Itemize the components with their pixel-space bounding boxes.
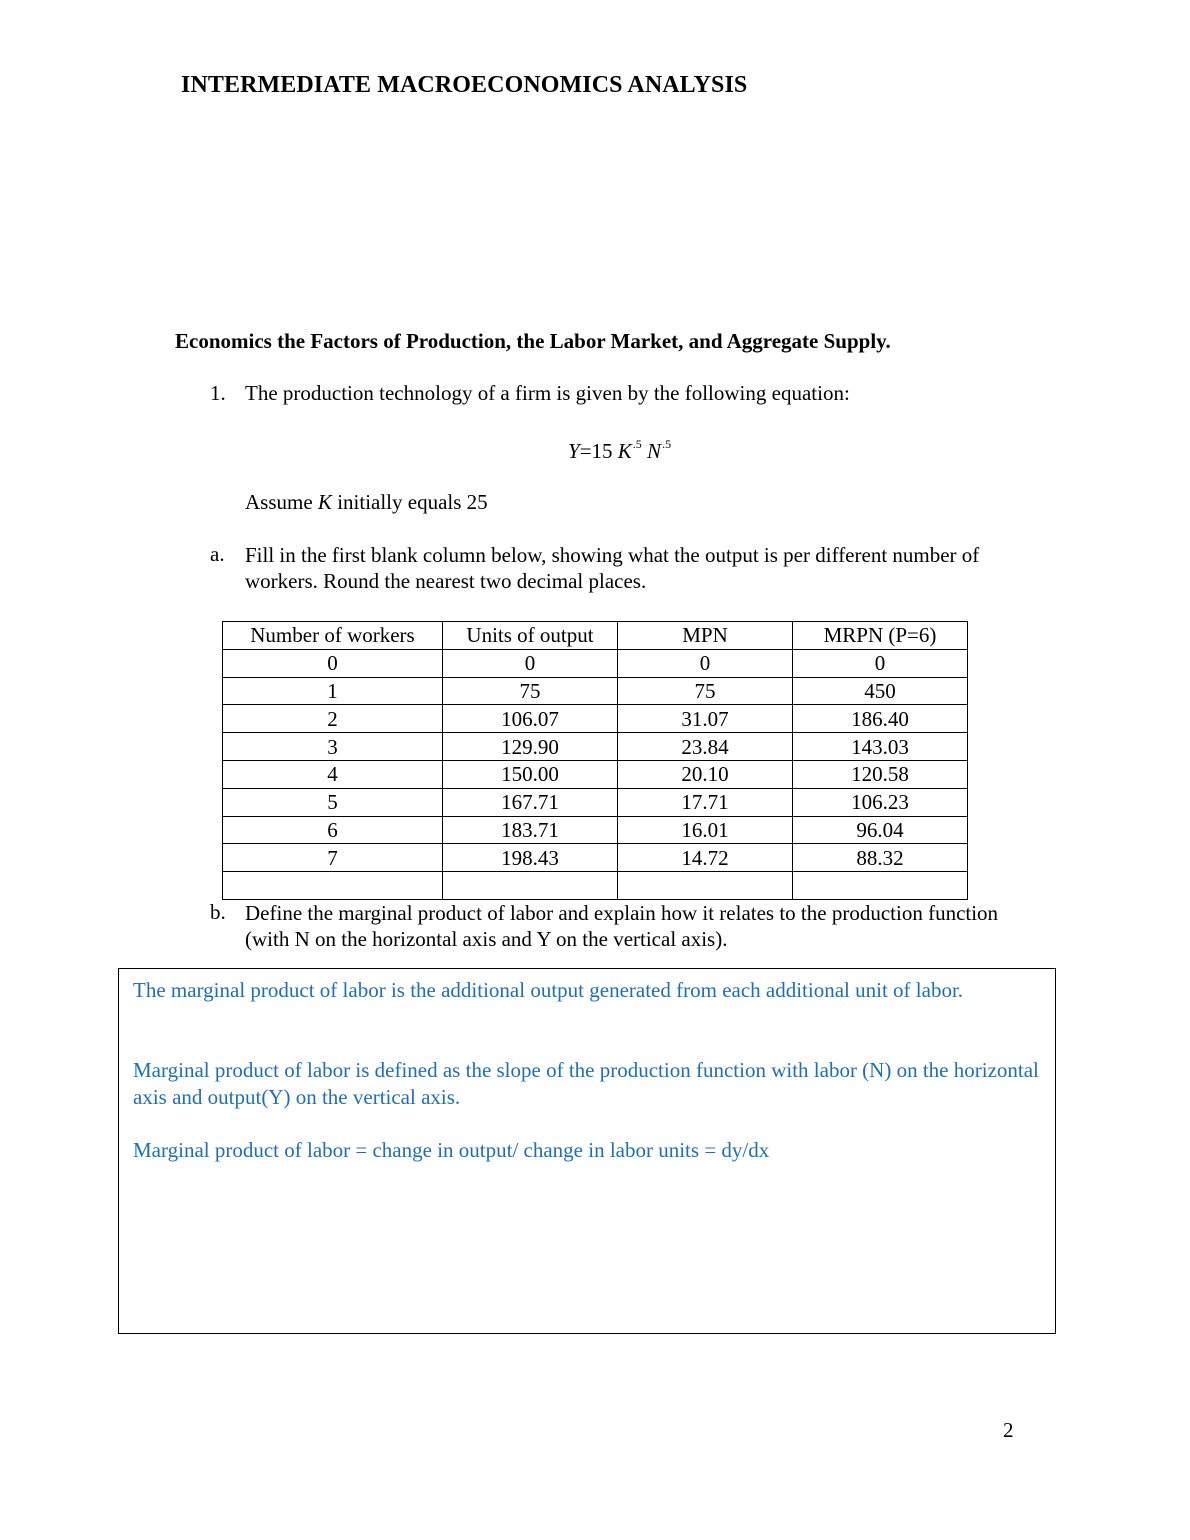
table-row [223, 733, 968, 761]
part-b-letter: b. [210, 900, 226, 924]
cell-workers: 6 [223, 816, 443, 844]
cell-mrpn [793, 872, 968, 900]
table-row [223, 788, 968, 816]
assumption-variable: K [317, 490, 332, 514]
cell-output: 198.43 [443, 844, 618, 872]
page-number: 2 [1003, 1418, 1014, 1442]
equation-equals: = [579, 439, 592, 463]
production-table [222, 621, 968, 900]
cell-workers [223, 872, 443, 900]
table-row [223, 844, 968, 872]
table-header-row [223, 622, 968, 650]
table-row [223, 760, 968, 788]
cell-mrpn: 143.03 [793, 733, 968, 761]
cell-workers: 2 [223, 705, 443, 733]
answer-paragraph-1: The marginal product of labor is the additional output generated from each additional unit of labor. [133, 978, 964, 1002]
equation-labor-symbol: N [647, 439, 662, 463]
cell-mrpn: 106.23 [793, 788, 968, 816]
cell-mpn: 0 [618, 649, 793, 677]
cell-output: 129.90 [443, 733, 618, 761]
assumption-suffix: initially equals 25 [331, 490, 488, 514]
cell-workers: 5 [223, 788, 443, 816]
answer-paragraph-3: Marginal product of labor = change in output/ change in labor units = dy/dx [133, 1138, 770, 1162]
cell-mrpn: 96.04 [793, 816, 968, 844]
cell-mrpn: 186.40 [793, 705, 968, 733]
cell-workers: 3 [223, 733, 443, 761]
table-row [223, 816, 968, 844]
cell-output: 167.71 [443, 788, 618, 816]
table-row [223, 677, 968, 705]
cell-mrpn: 120.58 [793, 760, 968, 788]
cell-mpn: 31.07 [618, 705, 793, 733]
document-title: INTERMEDIATE MACROECONOMICS ANALYSIS [181, 72, 748, 98]
assumption-prefix: Assume [245, 490, 318, 514]
cell-mrpn: 0 [793, 649, 968, 677]
cell-mpn [618, 872, 793, 900]
cell-mpn: 14.72 [618, 844, 793, 872]
cell-output [443, 872, 618, 900]
assumption-text [245, 490, 488, 515]
equation-labor-exponent: .5 [662, 437, 672, 451]
cell-workers: 4 [223, 760, 443, 788]
equation-capital-symbol: K [617, 439, 632, 463]
question-text: The production technology of a firm is given by the following equation: [245, 381, 850, 405]
cell-mpn: 17.71 [618, 788, 793, 816]
cell-output: 183.71 [443, 816, 618, 844]
table-row [223, 872, 968, 900]
cell-mpn: 16.01 [618, 816, 793, 844]
question-number: 1. [210, 381, 226, 405]
header-workers: Number of workers [223, 622, 443, 650]
header-mrpn: MRPN (P=6) [793, 622, 968, 650]
answer-box[interactable] [118, 968, 1056, 1334]
equation-coefficient: 15 [591, 439, 613, 463]
table-row [223, 649, 968, 677]
production-equation [568, 437, 671, 464]
cell-workers: 7 [223, 844, 443, 872]
cell-mpn: 20.10 [618, 760, 793, 788]
answer-paragraph-2: Marginal product of labor is defined as the slope of the production function with labor (N) on the horizontal axis and output(Y) on the vertical axis. [133, 1058, 1039, 1109]
part-b-text: Define the marginal product of labor and explain how it relates to the production function (with N on the horizontal axis and Y on the vertical axis). [245, 901, 999, 951]
cell-workers: 1 [223, 677, 443, 705]
equation-output-symbol: Y [568, 439, 580, 463]
table-row [223, 705, 968, 733]
cell-output: 0 [443, 649, 618, 677]
header-output: Units of output [443, 622, 618, 650]
part-a-text: Fill in the first blank column below, showing what the output is per different number of workers. Round the nearest two decimal places. [245, 543, 980, 593]
cell-output: 150.00 [443, 760, 618, 788]
header-mpn: MPN [618, 622, 793, 650]
cell-mpn: 23.84 [618, 733, 793, 761]
cell-mrpn: 88.32 [793, 844, 968, 872]
cell-output: 75 [443, 677, 618, 705]
cell-output: 106.07 [443, 705, 618, 733]
cell-workers: 0 [223, 649, 443, 677]
cell-mrpn: 450 [793, 677, 968, 705]
equation-capital-exponent: .5 [632, 437, 642, 451]
section-heading: Economics the Factors of Production, the Labor Market, and Aggregate Supply. [175, 329, 891, 353]
part-a-letter: a. [210, 542, 225, 566]
cell-mpn: 75 [618, 677, 793, 705]
